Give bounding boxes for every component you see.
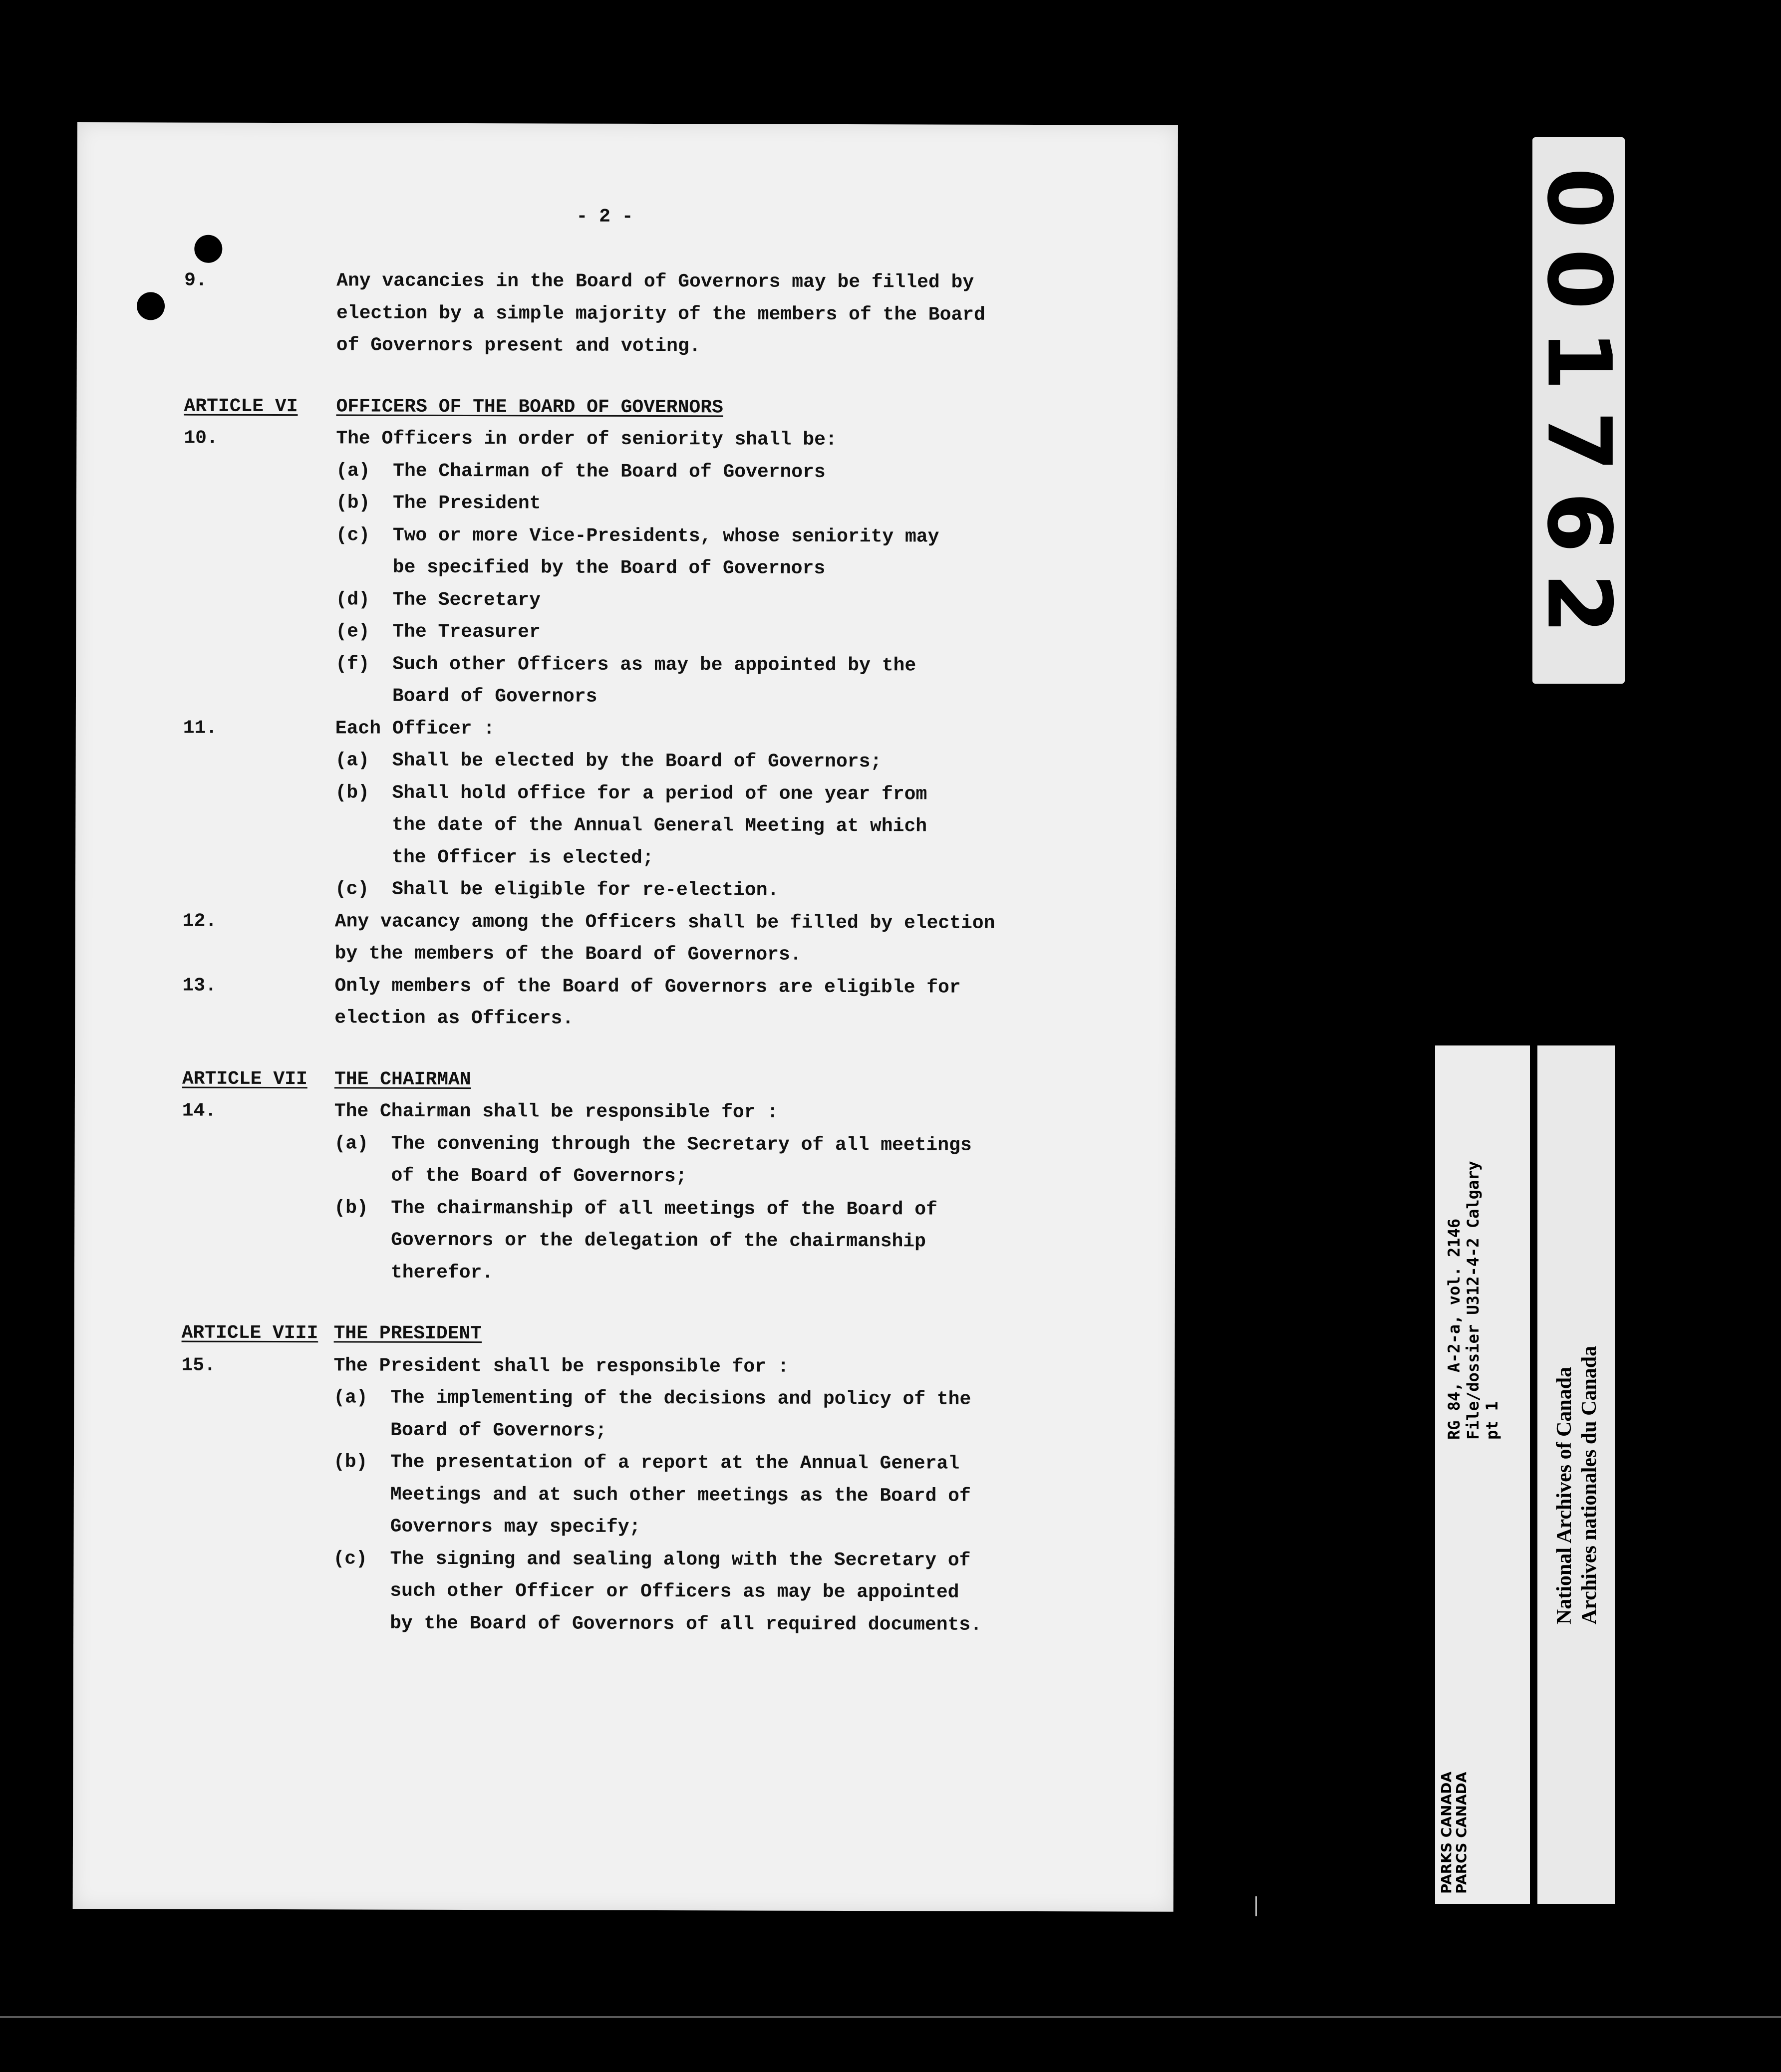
line-text: election by a simple majority of the members of the Board	[336, 302, 985, 326]
line-text: by the Board of Governors of all required documents.	[333, 1612, 982, 1636]
archive-reference-label	[1435, 1045, 1530, 1904]
line-text: the Officer is elected;	[335, 846, 654, 869]
line-text: OFFICERS OF THE BOARD OF GOVERNORS	[336, 395, 723, 418]
parks-canada-line-1: PARKS CANADA	[1438, 1771, 1455, 1894]
line-text: The Chairman shall be responsible for :	[334, 1100, 779, 1123]
line-text: (a) The implementing of the decisions and policy of the	[333, 1387, 971, 1410]
line-text: (c) Shall be eligible for re-election.	[334, 878, 779, 901]
line-text: (a) The convening through the Secretary of all meetings	[334, 1132, 972, 1156]
reference-line-1: RG 84, A-2-a, vol. 2146	[1445, 1218, 1464, 1440]
line-text: election as Officers.	[334, 1007, 574, 1030]
line-text: (d) The Secretary	[335, 588, 541, 611]
line-text: (b) The presentation of a report at the Annual General	[333, 1451, 960, 1475]
line-text: Board of Governors;	[333, 1419, 607, 1442]
line-text: Governors may specify;	[333, 1516, 641, 1538]
national-archives-label	[1537, 1045, 1615, 1904]
archives-line-1: National Archives of Canada	[1553, 1366, 1576, 1624]
line-text: (f) Such other Officers as may be appointed by the	[335, 653, 916, 676]
document-body	[77, 122, 1178, 1636]
line-text: be specified by the Board of Governors	[335, 556, 826, 579]
line-text: The Officers in order of seniority shall be:	[336, 428, 837, 451]
line-text: (b) The chairmanship of all meetings of the Board of	[334, 1197, 937, 1221]
line-number: 12.	[182, 910, 217, 932]
line-text: Board of Governors	[335, 685, 597, 708]
frame-number: 001762	[1527, 167, 1630, 654]
line-text: (c) Two or more Vice-Presidents, whose seniority may	[335, 524, 939, 548]
line-number: ARTICLE VI	[184, 395, 298, 417]
reference-line-2: File/dossier U312-4-2 Calgary	[1464, 1161, 1483, 1440]
line-number: 14.	[182, 1100, 217, 1122]
line-text: the date of the Annual General Meeting at which	[335, 814, 927, 837]
line-text: Only members of the Board of Governors are eligible for	[334, 975, 961, 999]
line-text: (b) The President	[335, 492, 541, 515]
line-text: of the Board of Governors;	[334, 1165, 687, 1188]
reference-line-3: pt 1	[1483, 1401, 1501, 1440]
archives-line-2: Archives nationales du Canada	[1578, 1345, 1601, 1624]
line-text: THE CHAIRMAN	[334, 1068, 471, 1090]
parks-canada-line-2: PARCS CANADA	[1453, 1772, 1470, 1894]
line-text: The President shall be responsible for :	[333, 1354, 789, 1378]
line-text: THE PRESIDENT	[333, 1322, 482, 1345]
line-number: 13.	[182, 975, 217, 997]
scan-mark	[1255, 1896, 1257, 1916]
line-text: therefor.	[333, 1261, 494, 1284]
line-text: (a) Shall be elected by the Board of Governors;	[335, 750, 882, 773]
scan-border-line	[0, 2016, 1781, 2018]
line-text: such other Officer or Officers as may be appointed	[333, 1580, 959, 1603]
page-number: - 2 -	[576, 206, 633, 228]
line-number: 10.	[184, 427, 218, 449]
document-page	[73, 122, 1178, 1912]
line-number: 11.	[183, 717, 218, 739]
line-text: Each Officer :	[335, 717, 495, 740]
line-number: 9.	[184, 269, 207, 291]
line-text: (e) The Treasurer	[335, 621, 541, 643]
line-text: (c) The signing and sealing along with the Secretary of	[333, 1548, 971, 1571]
line-number: ARTICLE VII	[182, 1068, 307, 1090]
line-text: Meetings and at such other meetings as the Board of	[333, 1483, 971, 1507]
line-text: of Governors present and voting.	[336, 334, 701, 357]
frame-number-stamp	[1527, 137, 1630, 684]
line-number: 15.	[181, 1354, 216, 1376]
line-text: (a) The Chairman of the Board of Governors	[336, 460, 826, 483]
punch-hole-bottom	[137, 292, 165, 320]
document-line	[77, 122, 1178, 293]
line-number: ARTICLE VIII	[181, 1322, 318, 1344]
line-text: Any vacancy among the Officers shall be filled by election	[334, 910, 995, 934]
line-text: Governors or the delegation of the chairmanship	[334, 1229, 926, 1253]
punch-hole-top	[194, 235, 222, 263]
line-text: by the members of the Board of Governors.	[334, 943, 802, 966]
line-text: Any vacancies in the Board of Governors may be filled by	[336, 270, 974, 293]
line-text: (b) Shall hold office for a period of one year from	[335, 781, 927, 805]
